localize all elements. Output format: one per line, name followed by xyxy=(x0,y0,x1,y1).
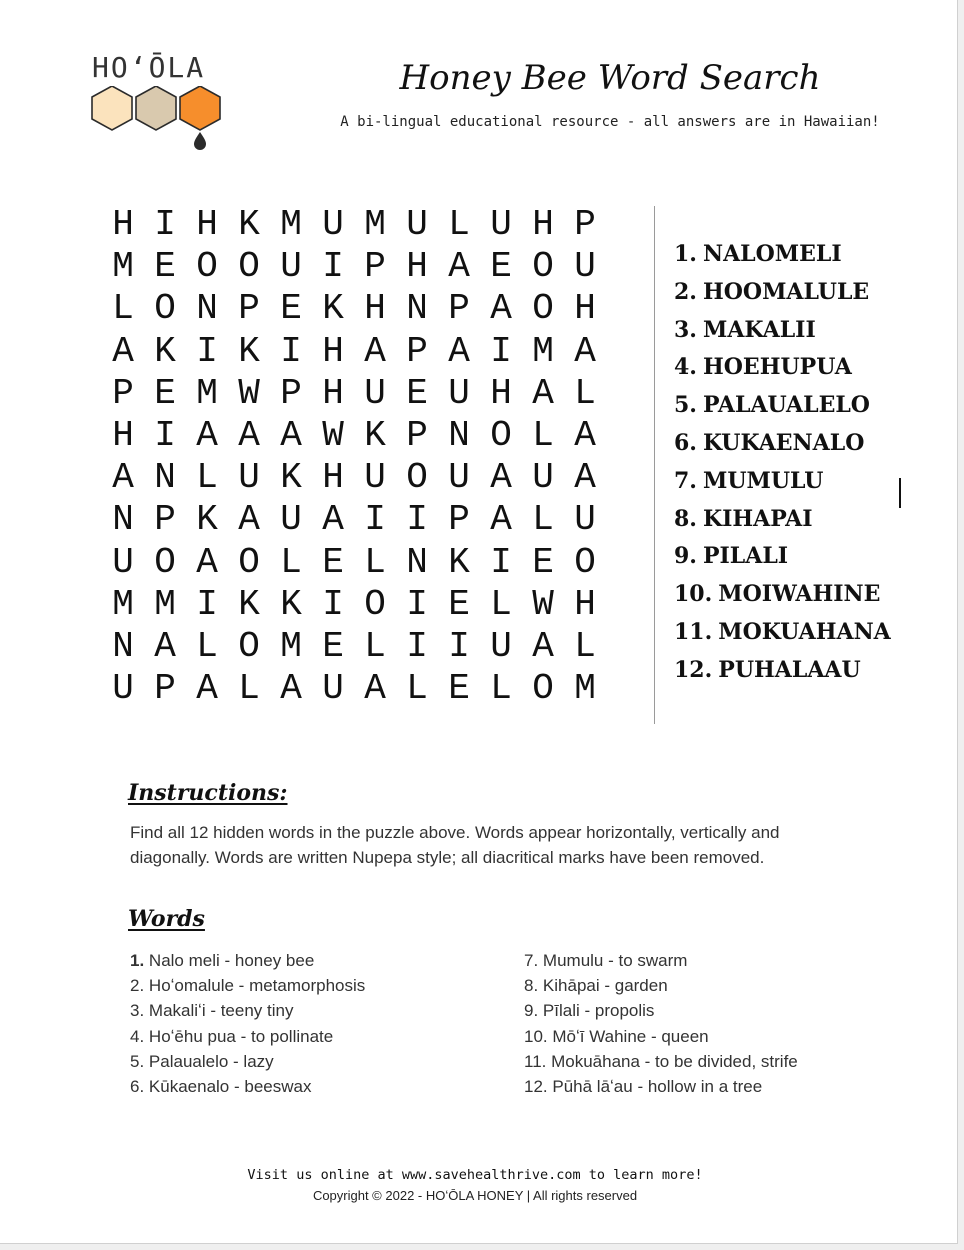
definitions-left-column xyxy=(130,948,510,1099)
grid-cell: L xyxy=(574,372,596,414)
grid-cell: U xyxy=(574,246,596,288)
grid-cell: A xyxy=(112,330,134,372)
grid-cell: W xyxy=(238,372,260,414)
grid-cell: H xyxy=(406,246,428,288)
grid-cell: I xyxy=(406,499,428,541)
grid-cell: N xyxy=(406,541,428,583)
grid-cell: A xyxy=(364,330,386,372)
grid-cell: L xyxy=(406,668,428,710)
word-list-item xyxy=(674,614,914,652)
grid-cell: L xyxy=(238,668,260,710)
grid-cell: P xyxy=(574,204,596,245)
grid-cell: N xyxy=(196,288,218,330)
grid-cell: N xyxy=(448,414,470,456)
grid-cell: I xyxy=(490,541,512,583)
grid-cell: L xyxy=(112,288,134,330)
grid-cell: K xyxy=(238,583,260,625)
grid-cell: M xyxy=(532,330,554,372)
grid-cell: O xyxy=(154,541,176,583)
grid-cell: L xyxy=(364,541,386,583)
grid-cell: A xyxy=(448,246,470,288)
grid-cell: A xyxy=(532,625,554,667)
grid-cell: M xyxy=(364,204,386,245)
grid-cell: I xyxy=(154,204,176,245)
grid-cell: L xyxy=(364,625,386,667)
word-text: MOKUAHANA xyxy=(718,618,891,645)
grid-cell: P xyxy=(154,668,176,710)
instructions-heading: Instructions: xyxy=(128,780,288,806)
grid-cell: U xyxy=(322,204,344,245)
grid-cell: U xyxy=(448,457,470,499)
grid-cell: U xyxy=(364,457,386,499)
grid-cell: O xyxy=(238,625,260,667)
word-list-item xyxy=(674,425,914,463)
grid-cell: U xyxy=(322,668,344,710)
word-list xyxy=(674,236,914,690)
word-list-item xyxy=(674,501,914,539)
definition-number: 4. xyxy=(130,1026,145,1046)
page-subtitle: A bi-lingual educational resource - all answers are in Hawaiian! xyxy=(340,114,880,130)
word-text: KUKAENALO xyxy=(702,429,865,456)
definition-item xyxy=(524,998,904,1023)
honeycomb-cell-1 xyxy=(92,86,132,130)
grid-cell: L xyxy=(532,414,554,456)
definition-item xyxy=(524,1074,904,1099)
grid-cell: A xyxy=(280,668,302,710)
word-list-item xyxy=(674,274,914,312)
word-text: HOEHUPUA xyxy=(702,354,852,381)
grid-cell: L xyxy=(532,499,554,541)
grid-cell: K xyxy=(322,288,344,330)
grid-cell: M xyxy=(574,668,596,710)
grid-cell: P xyxy=(406,414,428,456)
grid-cell: E xyxy=(490,246,512,288)
grid-cell: I xyxy=(406,625,428,667)
word-list-item xyxy=(674,387,914,425)
grid-cell: E xyxy=(154,372,176,414)
page-shadow-right xyxy=(958,0,964,1250)
grid-cell: M xyxy=(112,583,134,625)
grid-cell: A xyxy=(154,625,176,667)
definition-number: 3. xyxy=(130,1001,145,1021)
grid-cell: E xyxy=(322,625,344,667)
grid-cell: M xyxy=(196,372,218,414)
hoola-logo xyxy=(88,52,232,152)
definition-item xyxy=(524,1049,904,1074)
grid-cell: E xyxy=(322,541,344,583)
grid-cell: M xyxy=(112,246,134,288)
page-title: Honey Bee Word Search xyxy=(399,58,821,98)
grid-cell: W xyxy=(532,583,554,625)
definition-item xyxy=(524,973,904,998)
grid-cell: K xyxy=(238,204,260,245)
grid-cell: I xyxy=(196,330,218,372)
grid-cell: E xyxy=(532,541,554,583)
grid-cell: A xyxy=(238,414,260,456)
grid-cell: I xyxy=(196,583,218,625)
definition-number: 12. xyxy=(524,1076,548,1096)
definition-text: Hoʻēhu pua - to pollinate xyxy=(148,1026,334,1046)
definition-number: 10. xyxy=(524,1026,548,1046)
word-number: 2. xyxy=(674,278,697,305)
grid-cell: P xyxy=(448,499,470,541)
grid-cell: K xyxy=(154,330,176,372)
grid-cell: A xyxy=(490,499,512,541)
grid-cell: A xyxy=(112,457,134,499)
grid-cell: U xyxy=(448,372,470,414)
grid-cell: K xyxy=(280,583,302,625)
grid-cell: A xyxy=(238,499,260,541)
word-text: PILALI xyxy=(702,543,789,570)
grid-cell: L xyxy=(490,583,512,625)
grid-cell: I xyxy=(322,246,344,288)
definition-number: 8. xyxy=(524,976,539,996)
definition-number: 7. xyxy=(524,951,539,970)
grid-cell: E xyxy=(448,668,470,710)
word-number: 3. xyxy=(674,316,697,343)
text-cursor xyxy=(899,478,901,508)
grid-cell: H xyxy=(574,288,596,330)
grid-cell: A xyxy=(532,372,554,414)
word-text: PUHALAAU xyxy=(718,656,861,683)
logo-text: HOʻŌLA xyxy=(92,51,206,84)
grid-cell: O xyxy=(532,288,554,330)
word-number: 4. xyxy=(674,354,697,381)
word-text: MAKALII xyxy=(702,316,816,343)
grid-cell: H xyxy=(322,330,344,372)
definition-number: 9. xyxy=(524,1001,539,1021)
definition-item xyxy=(130,998,510,1023)
word-number: 7. xyxy=(674,467,697,494)
definition-text: Makaliʻi - teeny tiny xyxy=(148,1001,294,1021)
grid-cell: I xyxy=(280,330,302,372)
instructions-text: Find all 12 hidden words in the puzzle above. Words appear horizontally, vertically and diagonally. Words are written Nupepa style; all diacritical marks have been removed. xyxy=(130,823,780,867)
grid-cell: P xyxy=(280,372,302,414)
grid-cell: U xyxy=(280,499,302,541)
definition-text: Pīlali - propolis xyxy=(542,1001,655,1021)
definition-text: Kihāpai - garden xyxy=(542,976,668,996)
grid-cell: K xyxy=(238,330,260,372)
grid-cell: H xyxy=(112,414,134,456)
grid-cell: H xyxy=(112,204,134,245)
definitions-right-column xyxy=(524,948,904,1099)
grid-cell: O xyxy=(406,457,428,499)
grid-cell: U xyxy=(490,204,512,245)
word-number: 12. xyxy=(674,656,713,683)
grid-cell: H xyxy=(196,204,218,245)
grid-cell: K xyxy=(280,457,302,499)
grid-cell: I xyxy=(490,330,512,372)
grid-cell: L xyxy=(574,625,596,667)
grid-cell: O xyxy=(490,414,512,456)
definition-item xyxy=(524,948,904,973)
grid-cell: H xyxy=(490,372,512,414)
definition-text: Mokuāhana - to be divided, strife xyxy=(551,1051,798,1071)
grid-cell: I xyxy=(448,625,470,667)
grid-cell: H xyxy=(364,288,386,330)
word-number: 10. xyxy=(674,581,713,608)
grid-cell: L xyxy=(196,625,218,667)
grid-cell: E xyxy=(280,288,302,330)
grid-cell: A xyxy=(196,414,218,456)
grid-cell: U xyxy=(406,204,428,245)
honeycomb-cell-2 xyxy=(136,86,176,130)
grid-cell: L xyxy=(280,541,302,583)
grid-cell: M xyxy=(280,625,302,667)
word-text: PALAUALELO xyxy=(702,392,870,419)
word-text: KIHAPAI xyxy=(702,505,813,532)
grid-cell: I xyxy=(154,414,176,456)
word-number: 9. xyxy=(674,543,697,570)
grid-cell: K xyxy=(364,414,386,456)
grid-cell: O xyxy=(532,668,554,710)
grid-cell: O xyxy=(574,541,596,583)
grid-cell: O xyxy=(238,541,260,583)
grid-cell: O xyxy=(364,583,386,625)
grid-cell: U xyxy=(574,499,596,541)
grid-cell: I xyxy=(322,583,344,625)
grid-cell: E xyxy=(448,583,470,625)
definition-number: 6. xyxy=(130,1076,145,1096)
grid-cell: H xyxy=(574,583,596,625)
grid-cell: O xyxy=(154,288,176,330)
definition-text: Hoʻomalule - metamorphosis xyxy=(148,976,366,996)
grid-cell: A xyxy=(574,457,596,499)
word-list-item xyxy=(674,576,914,614)
page-shadow-bottom xyxy=(0,1244,964,1250)
word-list-item xyxy=(674,312,914,350)
word-text: HOOMALULE xyxy=(702,278,870,305)
definition-number: 2. xyxy=(130,976,145,996)
word-list-item xyxy=(674,349,914,387)
footer-visit-text: Visit us online at www.savehealthrive.com to learn more! xyxy=(247,1167,703,1183)
definition-number: 11. xyxy=(524,1051,547,1071)
definition-item xyxy=(130,1074,510,1099)
grid-cell: E xyxy=(154,246,176,288)
grid-cell: I xyxy=(364,499,386,541)
grid-cell: A xyxy=(574,414,596,456)
grid-cell: O xyxy=(196,246,218,288)
definition-text: Palaualelo - lazy xyxy=(148,1051,274,1071)
grid-cell: H xyxy=(322,457,344,499)
word-text: MUMULU xyxy=(702,467,824,494)
word-list-item xyxy=(674,538,914,576)
grid-cell: N xyxy=(406,288,428,330)
grid-cell: O xyxy=(238,246,260,288)
grid-cell: K xyxy=(448,541,470,583)
definition-text: Mumulu - to swarm xyxy=(542,951,688,970)
word-list-item xyxy=(674,236,914,274)
grid-cell: P xyxy=(238,288,260,330)
grid-cell: A xyxy=(196,541,218,583)
definition-number: 1. xyxy=(130,951,145,970)
grid-cell: H xyxy=(322,372,344,414)
grid-cell: L xyxy=(490,668,512,710)
word-number: 8. xyxy=(674,505,697,532)
vertical-divider xyxy=(654,206,655,724)
grid-cell: P xyxy=(154,499,176,541)
grid-cell: H xyxy=(532,204,554,245)
grid-cell: A xyxy=(364,668,386,710)
definition-text: Kūkaenalo - beeswax xyxy=(148,1076,312,1096)
grid-cell: N xyxy=(112,625,134,667)
grid-cell: L xyxy=(448,204,470,245)
definition-item xyxy=(524,1024,904,1049)
definition-text: Pūhā lāʻau - hollow in a tree xyxy=(552,1076,763,1096)
word-number: 5. xyxy=(674,392,697,419)
grid-cell: P xyxy=(364,246,386,288)
grid-cell: U xyxy=(112,541,134,583)
word-number: 11. xyxy=(674,618,713,645)
definition-text: Nalo meli - honey bee xyxy=(148,951,315,970)
grid-cell: W xyxy=(322,414,344,456)
grid-cell: K xyxy=(196,499,218,541)
grid-cell: P xyxy=(112,372,134,414)
grid-cell: A xyxy=(490,457,512,499)
honey-drop-icon xyxy=(194,132,206,150)
grid-cell: U xyxy=(364,372,386,414)
grid-cell: E xyxy=(406,372,428,414)
honeycomb-cell-3 xyxy=(180,86,220,130)
grid-cell: P xyxy=(406,330,428,372)
word-search-grid xyxy=(102,204,606,710)
grid-cell: M xyxy=(280,204,302,245)
grid-cell: L xyxy=(196,457,218,499)
word-list-item xyxy=(674,463,914,501)
word-number: 1. xyxy=(674,241,697,267)
word-list-item xyxy=(674,652,914,690)
grid-cell: N xyxy=(154,457,176,499)
grid-cell: A xyxy=(196,668,218,710)
grid-cell: A xyxy=(322,499,344,541)
grid-cell: A xyxy=(448,330,470,372)
grid-cell: P xyxy=(448,288,470,330)
word-number: 6. xyxy=(674,429,697,456)
grid-cell: U xyxy=(532,457,554,499)
definition-item xyxy=(130,1024,510,1049)
grid-cell: U xyxy=(238,457,260,499)
grid-cell: N xyxy=(112,499,134,541)
grid-cell: A xyxy=(574,330,596,372)
words-heading: Words xyxy=(128,906,205,932)
grid-cell: A xyxy=(280,414,302,456)
grid-cell: O xyxy=(532,246,554,288)
word-text: MOIWAHINE xyxy=(718,581,881,608)
definition-text: Mōʻī Wahine - queen xyxy=(552,1026,709,1046)
definition-item xyxy=(130,948,510,973)
grid-cell: U xyxy=(280,246,302,288)
grid-cell: M xyxy=(154,583,176,625)
definition-item xyxy=(130,973,510,998)
grid-cell: U xyxy=(112,668,134,710)
grid-cell: I xyxy=(406,583,428,625)
word-text: NALOMELI xyxy=(702,241,842,267)
honeycomb-icon xyxy=(88,86,232,152)
grid-cell: U xyxy=(490,625,512,667)
definition-number: 5. xyxy=(130,1051,145,1071)
grid-cell: A xyxy=(490,288,512,330)
definition-item xyxy=(130,1049,510,1074)
footer-copyright: Copyright © 2022 - HOʻŌLA HONEY | All rights reserved xyxy=(312,1188,638,1203)
